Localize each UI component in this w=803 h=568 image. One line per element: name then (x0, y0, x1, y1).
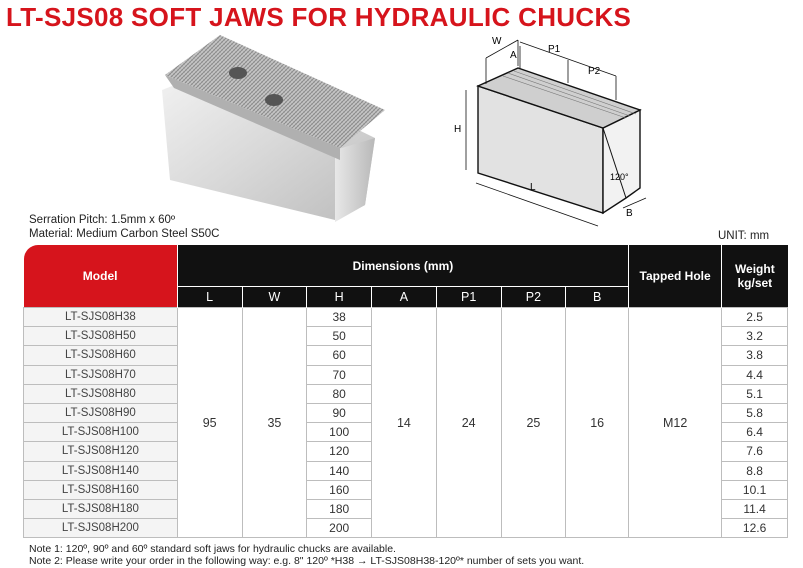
cell-height: 70 (307, 365, 372, 384)
cell-weight: 8.8 (722, 461, 788, 480)
label-a: A (510, 50, 517, 61)
cell-height: 38 (307, 308, 372, 327)
cell-p1: 24 (436, 308, 501, 538)
label-p1: P1 (548, 44, 561, 55)
cell-width: 35 (242, 308, 307, 538)
header-model: Model (24, 245, 178, 308)
cell-weight: 5.8 (722, 403, 788, 422)
cell-height: 60 (307, 346, 372, 365)
cell-weight: 6.4 (722, 423, 788, 442)
label-p2: P2 (588, 66, 601, 77)
cell-a: 14 (372, 308, 437, 538)
cell-model: LT-SJS08H70 (24, 365, 178, 384)
cell-weight: 11.4 (722, 499, 788, 518)
jaw-bolt-hole (265, 94, 283, 106)
note-2: Note 2: Please write your order in the following way: e.g. 8" 120º *H38 → LT-SJS08H38-120º* number of sets you want. (29, 555, 585, 567)
specification-table (23, 245, 788, 538)
cell-height: 80 (307, 384, 372, 403)
cell-height: 180 (307, 499, 372, 518)
subheader-l: L (177, 287, 242, 308)
subheader-b: B (566, 287, 629, 308)
subheader-w: W (242, 287, 307, 308)
cell-model: LT-SJS08H100 (24, 423, 178, 442)
cell-model: LT-SJS08H120 (24, 442, 178, 461)
subheader-p2: P2 (501, 287, 566, 308)
cell-height: 120 (307, 442, 372, 461)
unit-label: UNIT: mm (718, 230, 770, 242)
cell-model: LT-SJS08H180 (24, 499, 178, 518)
cell-model: LT-SJS08H38 (24, 308, 178, 327)
soft-jaw-photo (150, 30, 395, 230)
cell-weight: 3.8 (722, 346, 788, 365)
subheader-h: H (307, 287, 372, 308)
cell-weight: 12.6 (722, 519, 788, 538)
cell-weight: 5.1 (722, 384, 788, 403)
table-row (24, 308, 788, 327)
cell-height: 160 (307, 480, 372, 499)
cell-height: 100 (307, 423, 372, 442)
jaw-front-face (335, 138, 375, 222)
cell-weight: 3.2 (722, 327, 788, 346)
cell-model: LT-SJS08H200 (24, 519, 178, 538)
header-tapped-hole: Tapped Hole (629, 245, 722, 308)
subheader-a: A (372, 287, 437, 308)
cell-height: 90 (307, 403, 372, 422)
cell-weight: 4.4 (722, 365, 788, 384)
serration-pitch: Serration Pitch: 1.5mm x 60º (29, 214, 176, 226)
cell-p2: 25 (501, 308, 566, 538)
label-l: L (530, 182, 536, 193)
cell-model: LT-SJS08H50 (24, 327, 178, 346)
cell-b: 16 (566, 308, 629, 538)
jaw-bolt-hole (229, 67, 247, 79)
label-angle: 120° (610, 172, 629, 182)
subheader-p1: P1 (436, 287, 501, 308)
cell-model: LT-SJS08H80 (24, 384, 178, 403)
cell-model: LT-SJS08H160 (24, 480, 178, 499)
cell-model: LT-SJS08H140 (24, 461, 178, 480)
cell-height: 200 (307, 519, 372, 538)
cell-model: LT-SJS08H90 (24, 403, 178, 422)
cell-weight: 2.5 (722, 308, 788, 327)
note-1: Note 1: 120º, 90º and 60º standard soft jaws for hydraulic chucks are available. (29, 543, 396, 555)
dimension-diagram (448, 28, 663, 228)
page-title: LT-SJS08 SOFT JAWS FOR HYDRAULIC CHUCKS (6, 2, 632, 32)
cell-weight: 7.6 (722, 442, 788, 461)
cell-tapped-hole: M12 (629, 308, 722, 538)
label-w: W (492, 36, 502, 47)
cell-length: 95 (177, 308, 242, 538)
header-dimensions: Dimensions (mm) (177, 245, 628, 287)
cell-height: 50 (307, 327, 372, 346)
cell-height: 140 (307, 461, 372, 480)
cell-model: LT-SJS08H60 (24, 346, 178, 365)
cell-weight: 10.1 (722, 480, 788, 499)
material-spec: Material: Medium Carbon Steel S50C (29, 228, 220, 240)
header-weight: Weight kg/set (722, 245, 788, 308)
label-b: B (626, 208, 633, 219)
table-body (24, 308, 788, 538)
label-h: H (454, 124, 462, 135)
